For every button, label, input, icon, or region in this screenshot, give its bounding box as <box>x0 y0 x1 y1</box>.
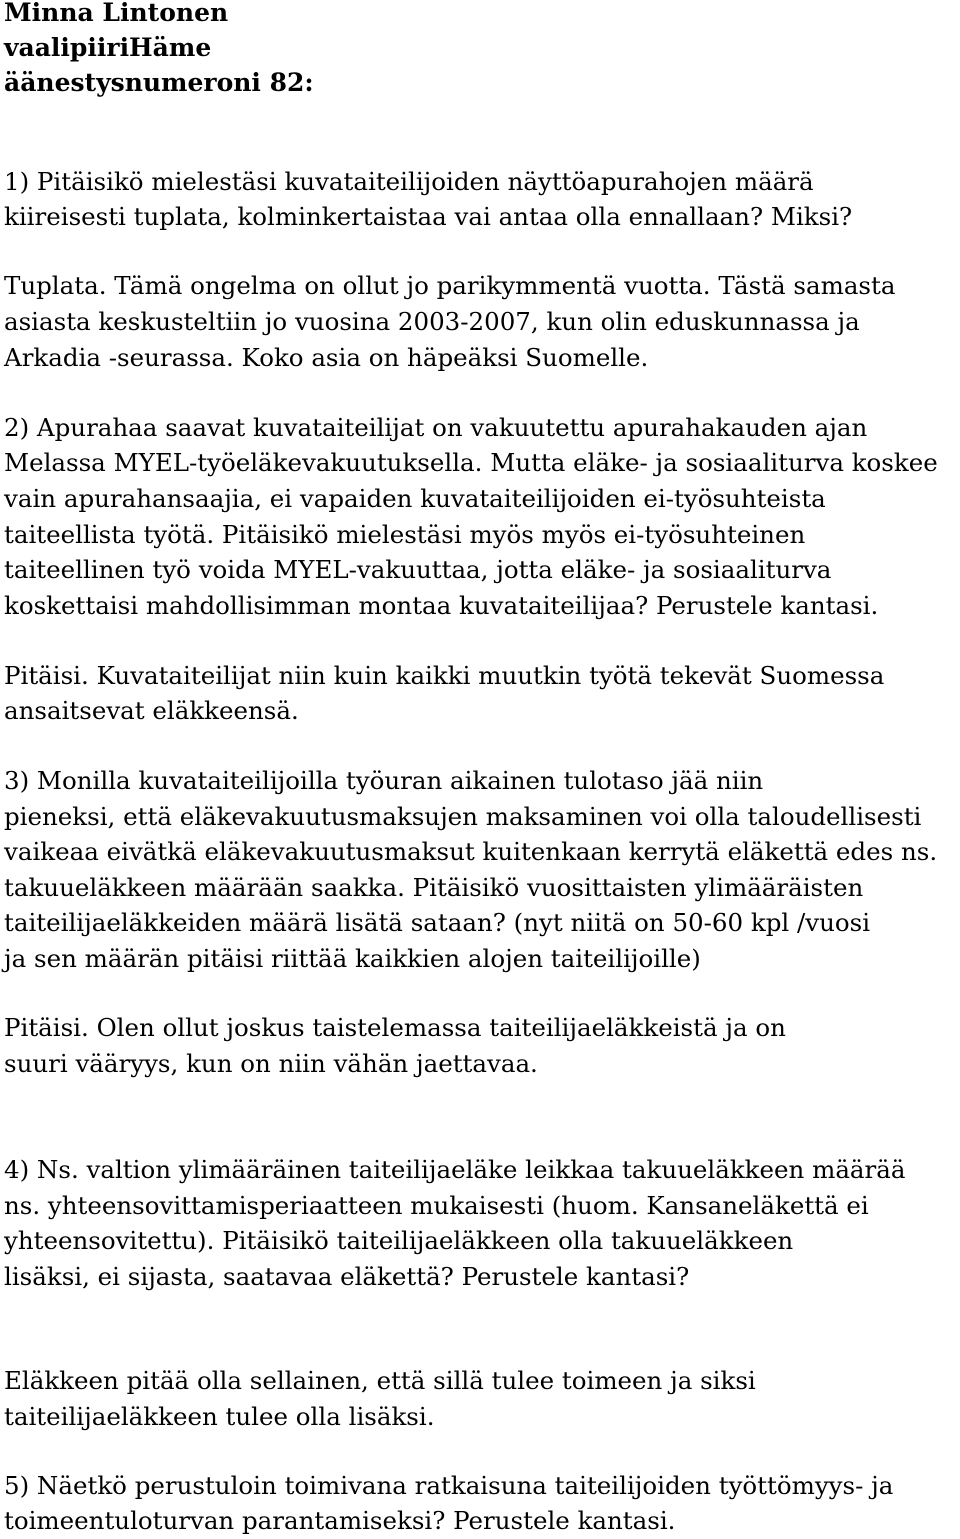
question-2-line: 2) Apurahaa saavat kuvataiteilijat on vakuutettu apurahakauden ajan <box>4 413 868 442</box>
question-4-line: lisäksi, ei sijasta, saatavaa eläkettä? Perustele kantasi? <box>4 1262 690 1291</box>
question-2-line: taiteellinen työ voida MYEL-vakuuttaa, jotta eläke- ja sosiaaliturva <box>4 555 832 584</box>
answer-4-line: Eläkkeen pitää olla sellainen, että sillä tulee toimeen ja siksi <box>4 1366 756 1395</box>
answer-1-line: asiasta keskusteltiin jo vuosina 2003-2007, kun olin eduskunnassa ja <box>4 307 860 336</box>
question-3-line: vaikeaa eivätkä eläkevakuutusmaksut kuitenkaan kerrytä eläkettä edes ns. <box>4 837 938 866</box>
question-4-line: 4) Ns. valtion ylimääräinen taiteilijaeläke leikkaa takuueläkkeen määrää <box>4 1155 906 1184</box>
answer-3-line: Pitäisi. Olen ollut joskus taistelemassa taiteilijaeläkkeistä ja on <box>4 1013 786 1042</box>
question-2-line: vain apurahansaajia, ei vapaiden kuvataiteilijoiden ei-työsuhteista <box>4 484 826 513</box>
answer-1-line: Arkadia -seurassa. Koko asia on häpeäksi Suomelle. <box>4 343 649 372</box>
answer-3-line: suuri vääryys, kun on niin vähän jaettavaa. <box>4 1049 538 1078</box>
question-4-line: ns. yhteensovittamisperiaatteen mukaisesti (huom. Kansaneläkettä ei <box>4 1191 869 1220</box>
question-5-line: 5) Näetkö perustuloin toimivana ratkaisuna taiteilijoiden työttömyys- ja <box>4 1471 894 1500</box>
question-3-line: 3) Monilla kuvataiteilijoilla työuran aikainen tulotaso jää niin <box>4 766 764 795</box>
candidate-name: Minna Lintonen <box>4 0 229 27</box>
question-3-line: takuueläkkeen määrään saakka. Pitäisikö vuosittaisten ylimääräisten <box>4 873 864 902</box>
answer-1-line: Tuplata. Tämä ongelma on ollut jo parikymmentä vuotta. Tästä samasta <box>4 271 896 300</box>
answer-4-line: taiteilijaeläkkeen tulee olla lisäksi. <box>4 1402 435 1431</box>
question-4-line: yhteensovitettu). Pitäisikö taiteilijaeläkkeen olla takuueläkkeen <box>4 1226 794 1255</box>
answer-2-line: ansaitsevat eläkkeensä. <box>4 696 299 725</box>
question-2-line: koskettaisi mahdollisimman montaa kuvataiteilijaa? Perustele kantasi. <box>4 591 879 620</box>
question-5-line: toimeentuloturvan parantamiseksi? Perustele kantasi. <box>4 1506 676 1535</box>
question-2-line: taiteellista työtä. Pitäisikö mielestäsi myös myös ei-työsuhteinen <box>4 520 806 549</box>
candidate-number: äänestysnumeroni 82: <box>4 68 314 97</box>
answer-2-line: Pitäisi. Kuvataiteilijat niin kuin kaikki muutkin työtä tekevät Suomessa <box>4 661 885 690</box>
question-3-line: ja sen määrän pitäisi riittää kaikkien alojen taiteilijoille) <box>4 944 701 973</box>
electoral-district: vaalipiiriHäme <box>4 33 212 62</box>
question-3-line: taiteilijaeläkkeiden määrä lisätä sataan? (nyt niitä on 50-60 kpl /vuosi <box>4 908 871 937</box>
question-1-line: 1) Pitäisikö mielestäsi kuvataiteilijoiden näyttöapurahojen määrä <box>4 167 814 196</box>
question-3-line: pieneksi, että eläkevakuutusmaksujen maksaminen voi olla taloudellisesti <box>4 802 922 831</box>
question-1-line: kiireisesti tuplata, kolminkertaistaa vai antaa olla ennallaan? Miksi? <box>4 202 853 231</box>
question-2-line: Melassa MYEL-työeläkevakuutuksella. Mutta eläke- ja sosiaaliturva koskee <box>4 448 938 477</box>
